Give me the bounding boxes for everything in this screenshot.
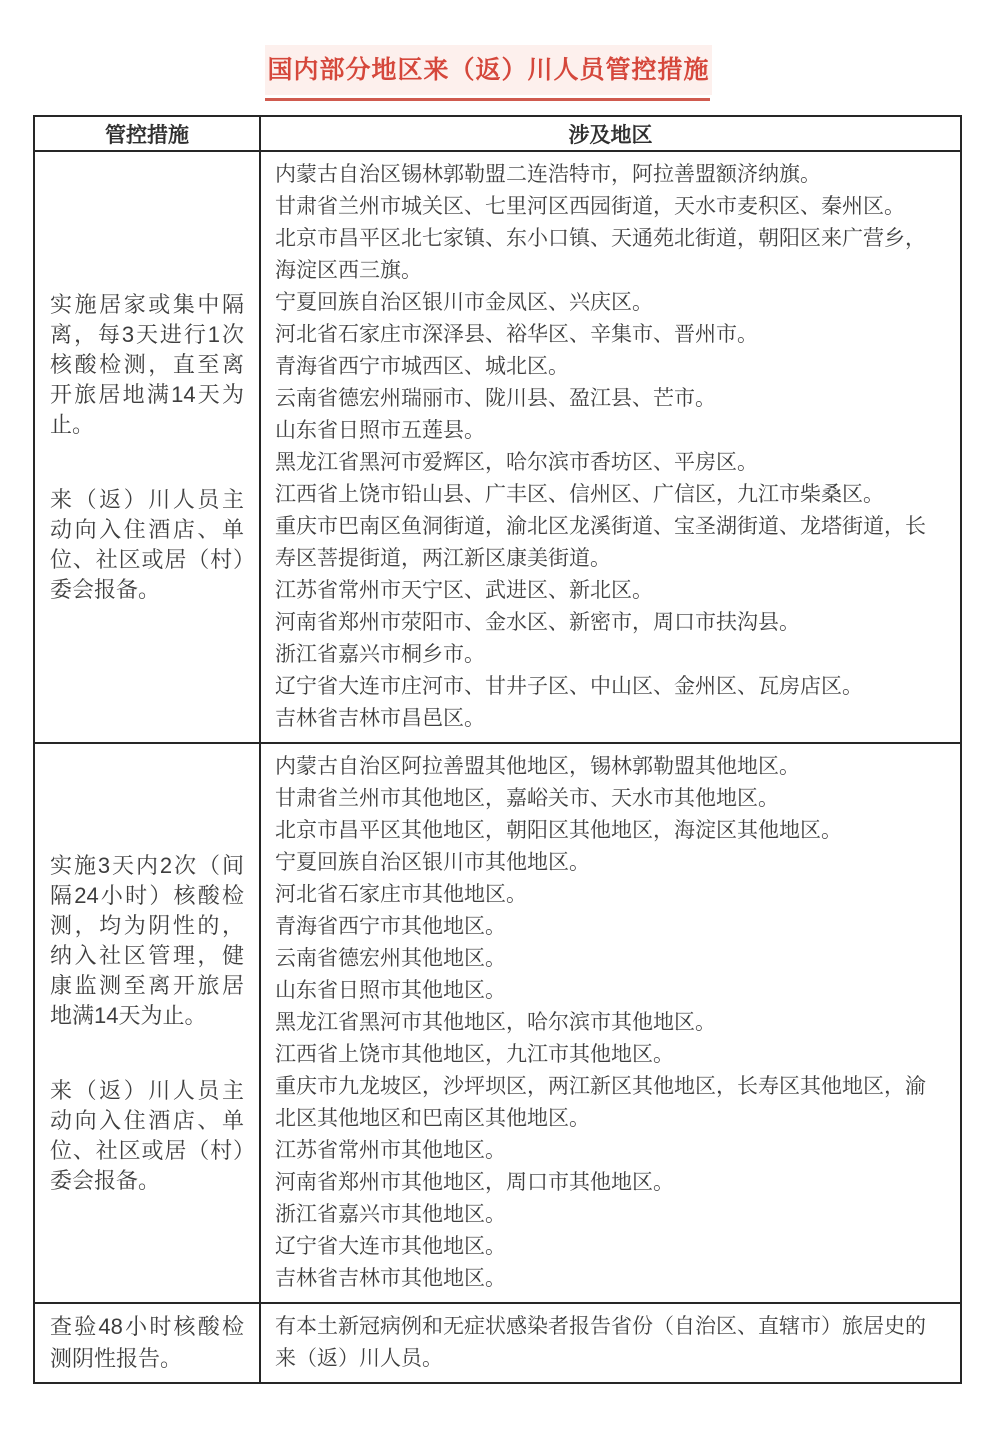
region-line: 内蒙古自治区阿拉善盟其他地区，锡林郭勒盟其他地区。 bbox=[275, 755, 800, 778]
measure-paragraph: 实施3天内2次（间隔24小时）核酸检测，均为阴性的，纳入社区管理，健康监测至离开旅居地满14天为止。 bbox=[50, 852, 244, 1028]
control-measures-table bbox=[33, 115, 962, 1384]
region-line: 吉林省吉林市昌邑区。 bbox=[275, 707, 485, 730]
region-line: 江西省上饶市其他地区，九江市其他地区。 bbox=[275, 1043, 674, 1066]
region-line: 浙江省嘉兴市其他地区。 bbox=[275, 1203, 506, 1226]
measure-paragraph: 查验48小时核酸检测阴性报告。 bbox=[50, 1314, 244, 1371]
region-line: 江苏省常州市天宁区、武进区、新北区。 bbox=[275, 579, 653, 602]
region-line: 辽宁省大连市庄河市、甘井子区、中山区、金州区、瓦房店区。 bbox=[275, 675, 863, 698]
region-line: 河南省郑州市其他地区，周口市其他地区。 bbox=[275, 1171, 674, 1194]
region-line: 宁夏回族自治区银川市金凤区、兴庆区。 bbox=[275, 291, 653, 314]
region-line: 河北省石家庄市其他地区。 bbox=[275, 883, 527, 906]
region-line: 江苏省常州市其他地区。 bbox=[275, 1139, 506, 1162]
region-line: 宁夏回族自治区银川市其他地区。 bbox=[275, 851, 590, 874]
region-line: 重庆市九龙坡区，沙坪坝区，两江新区其他地区，长寿区其他地区，渝北区其他地区和巴南区其他地区。 bbox=[275, 1075, 926, 1130]
region-line: 浙江省嘉兴市桐乡市。 bbox=[275, 643, 485, 666]
header-regions-column: 涉及地区 bbox=[260, 116, 961, 151]
region-line: 有本土新冠病例和无症状感染者报告省份（自治区、直辖市）旅居史的来（返）川人员。 bbox=[275, 1315, 926, 1370]
region-line: 河北省石家庄市深泽县、裕华区、辛集市、晋州市。 bbox=[275, 323, 758, 346]
table-row bbox=[34, 743, 961, 1303]
regions-cell bbox=[260, 151, 961, 743]
measure-cell bbox=[34, 743, 260, 1303]
measure-paragraph: 来（返）川人员主动向入住酒店、单位、社区或居（村）委会报备。 bbox=[50, 1077, 244, 1193]
region-line: 辽宁省大连市其他地区。 bbox=[275, 1235, 506, 1258]
region-line: 内蒙古自治区锡林郭勒盟二连浩特市，阿拉善盟额济纳旗。 bbox=[275, 163, 821, 186]
region-line: 北京市昌平区北七家镇、东小口镇、天通苑北街道，朝阳区来广营乡，海淀区西三旗。 bbox=[275, 227, 926, 282]
page-title: 国内部分地区来（返）川人员管控措施 bbox=[265, 45, 712, 95]
region-line: 青海省西宁市其他地区。 bbox=[275, 915, 506, 938]
region-line: 云南省德宏州瑞丽市、陇川县、盈江县、芒市。 bbox=[275, 387, 716, 410]
table-row bbox=[34, 151, 961, 743]
region-line: 吉林省吉林市其他地区。 bbox=[275, 1267, 506, 1290]
region-line: 北京市昌平区其他地区，朝阳区其他地区，海淀区其他地区。 bbox=[275, 819, 842, 842]
table-header-row bbox=[34, 116, 961, 151]
region-line: 山东省日照市五莲县。 bbox=[275, 419, 485, 442]
regions-cell bbox=[260, 1303, 961, 1383]
region-line: 河南省郑州市荥阳市、金水区、新密市，周口市扶沟县。 bbox=[275, 611, 800, 634]
region-line: 江西省上饶市铅山县、广丰区、信州区、广信区，九江市柴桑区。 bbox=[275, 483, 884, 506]
region-line: 青海省西宁市城西区、城北区。 bbox=[275, 355, 569, 378]
region-line: 云南省德宏州其他地区。 bbox=[275, 947, 506, 970]
measure-cell bbox=[34, 1303, 260, 1383]
table-row bbox=[34, 1303, 961, 1383]
measure-cell bbox=[34, 151, 260, 743]
regions-cell bbox=[260, 743, 961, 1303]
title-underline bbox=[265, 98, 710, 101]
region-line: 黑龙江省黑河市爱辉区，哈尔滨市香坊区、平房区。 bbox=[275, 451, 758, 474]
region-line: 甘肃省兰州市城关区、七里河区西园街道，天水市麦积区、秦州区。 bbox=[275, 195, 905, 218]
region-line: 重庆市巴南区鱼洞街道，渝北区龙溪街道、宝圣湖街道、龙塔街道，长寿区菩提街道，两江新区康美街道。 bbox=[275, 515, 926, 570]
region-line: 甘肃省兰州市其他地区，嘉峪关市、天水市其他地区。 bbox=[275, 787, 779, 810]
region-line: 黑龙江省黑河市其他地区，哈尔滨市其他地区。 bbox=[275, 1011, 716, 1034]
region-line: 山东省日照市其他地区。 bbox=[275, 979, 506, 1002]
measure-paragraph: 实施居家或集中隔离，每3天进行1次核酸检测，直至离开旅居地满14天为止。 bbox=[50, 291, 244, 437]
measure-paragraph: 来（返）川人员主动向入住酒店、单位、社区或居（村）委会报备。 bbox=[50, 486, 244, 602]
header-measure-column: 管控措施 bbox=[34, 116, 260, 151]
